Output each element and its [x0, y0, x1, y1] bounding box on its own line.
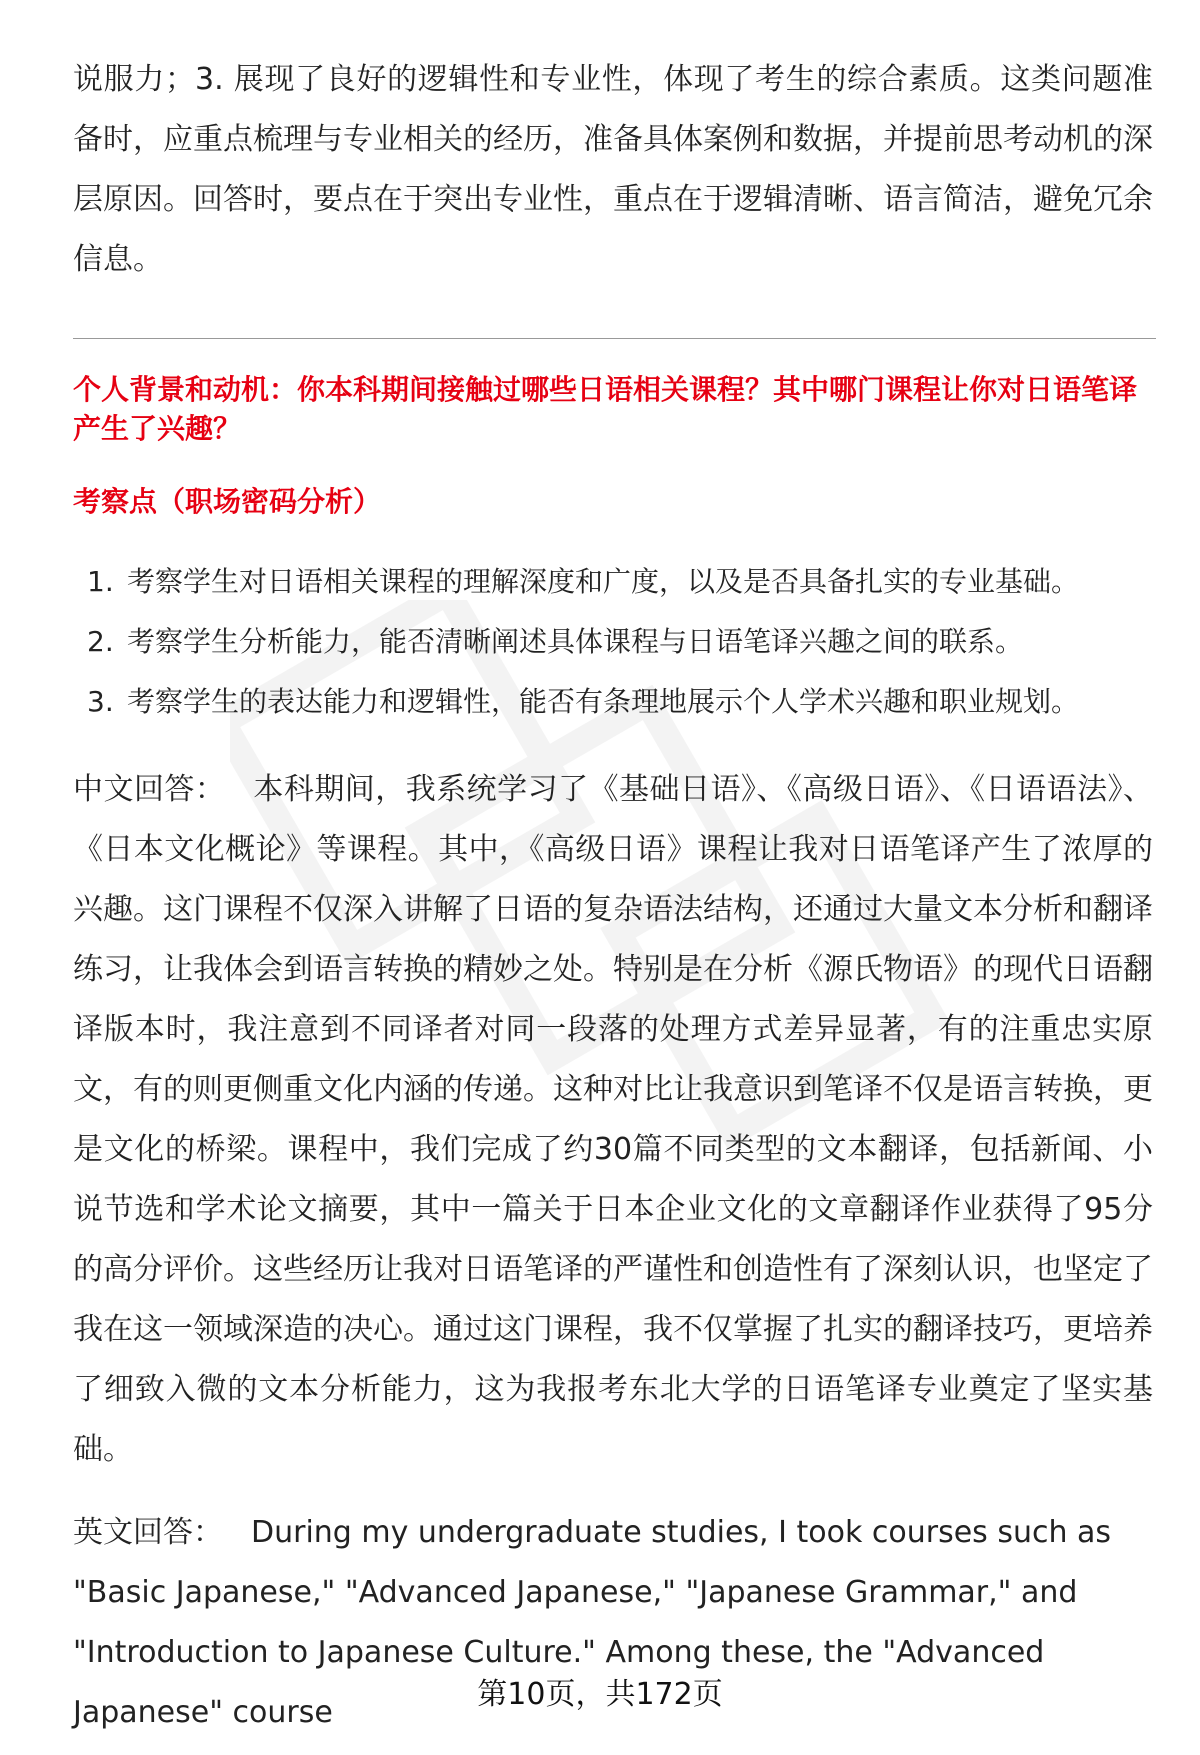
page-number-footer: 第10页，共172页	[477, 1677, 723, 1712]
list-item-number: 2.	[87, 625, 114, 658]
list-item-text: 考察学生对日语相关课程的理解深度和广度，以及是否具备扎实的专业基础。	[127, 565, 1080, 598]
assessment-heading: 考察点（职场密码分析）	[73, 485, 382, 518]
chinese-answer-text: 本科期间，我系统学习了《基础日语》、《高级日语》、《日语语法》、《日本文化概论》等课程。其中，《高级日语》课程让我对日语笔译产生了浓厚的兴趣。这门课程不仅深入讲解了日语的复杂语法结构，还通过大量文本分析和翻译练习，让我体会到语言转换的精妙之处。特别是在分析《源氏物语》的现代日语翻译版本时，我注意到不同译者对同一段落的处理方式差异显著，有的注重忠实原文，有的则更侧重文化内涵的传递。这种对比让我意识到笔译不仅是语言转换，更是文化的桥梁。课程中，我们完成了约30篇不同类型的文本翻译，包括新闻、小说节选和学术论文摘要，其中一篇关于日本企业文化的文章翻译作业获得了95分的高分评价。这些经历让我对日语笔译的严谨性和创造性有了深刻认识，也坚定了我在这一领域深造的决心。通过这门课程，我不仅掌握了扎实的翻译技巧，更培养了细致入微的文本分析能力，这为我报考东北大学的日语笔译专业奠定了坚实基础。	[73, 772, 1154, 1467]
question-heading: 个人背景和动机：你本科期间接触过哪些日语相关课程？其中哪门课程让你对日语笔译产生了兴趣？	[73, 373, 1138, 445]
english-answer-label: 英文回答：	[73, 1515, 223, 1550]
english-answer-text: During my undergraduate studies, I took courses such as "Basic Japanese," "Advanced Japanese," "Japanese Grammar," and "Introduction to Japanese Culture." Among these, the "Advanced Japanese" course	[73, 1515, 1112, 1730]
assessment-list	[73, 552, 1156, 732]
list-item	[73, 672, 1156, 732]
list-item	[73, 612, 1156, 672]
chinese-answer	[73, 760, 1153, 1480]
continued-paragraph: 说服力；3. 展现了良好的逻辑性和专业性，体现了考生的综合素质。这类问题准备时，应重点梳理与专业相关的经历，准备具体案例和数据，并提前思考动机的深层原因。回答时，要点在于突出专业性，重点在于逻辑清晰、语言简洁，避免冗余信息。	[73, 62, 1153, 277]
list-item	[73, 552, 1156, 612]
list-item-text: 考察学生分析能力，能否清晰阐述具体课程与日语笔译兴趣之间的联系。	[127, 625, 1024, 658]
chinese-answer-label: 中文回答：	[73, 772, 226, 807]
list-item-number: 3.	[87, 685, 114, 718]
list-item-number: 1.	[87, 565, 114, 598]
list-item-text: 考察学生的表达能力和逻辑性，能否有条理地展示个人学术兴趣和职业规划。	[127, 685, 1080, 718]
section-divider	[73, 338, 1156, 339]
